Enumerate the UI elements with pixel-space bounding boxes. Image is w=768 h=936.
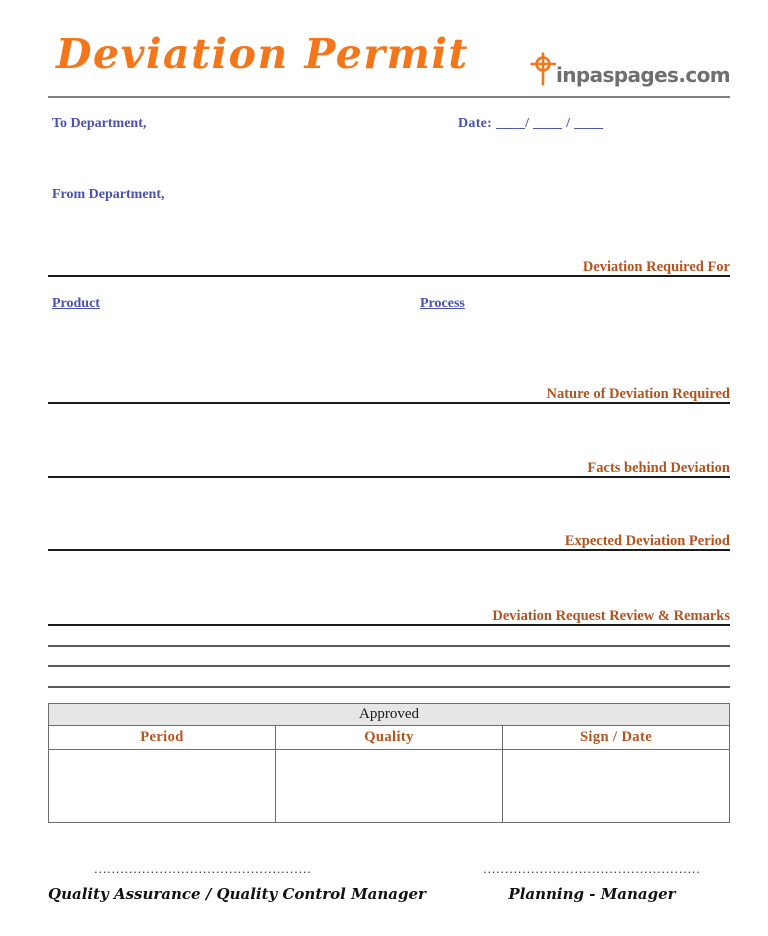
cell-sign-date[interactable]	[503, 750, 730, 823]
process-field-label[interactable]: Process	[420, 296, 465, 311]
section-rule-3	[48, 476, 730, 478]
remarks-write-line-3[interactable]	[48, 686, 730, 688]
section-caption-nature-of-deviation: Nature of Deviation Required	[546, 386, 730, 402]
to-department-label: To Department,	[52, 116, 147, 131]
section-caption-review-and-remarks: Deviation Request Review & Remarks	[492, 608, 730, 624]
section-caption-facts-behind-deviation: Facts behind Deviation	[587, 460, 730, 476]
section-rule-2	[48, 402, 730, 404]
date-field[interactable]: Date: ____/ ____ / ____	[458, 116, 604, 131]
header-divider	[48, 96, 730, 98]
remarks-write-line-1[interactable]	[48, 645, 730, 647]
table-column-header-row	[49, 726, 730, 750]
signature-dotted-line-left: ..................................................	[94, 862, 312, 876]
column-header-quality: Quality	[276, 726, 503, 750]
signature-label-planning-manager: Planning - Manager	[508, 885, 676, 903]
signature-block-qa-qc	[48, 862, 426, 904]
document-header	[48, 28, 730, 94]
from-department-label: From Department,	[52, 187, 165, 202]
signature-dotted-line-right: ..................................................	[483, 862, 701, 876]
approved-group-header: Approved	[49, 704, 730, 726]
brand-logo	[529, 42, 730, 86]
table-row	[49, 750, 730, 823]
cell-period[interactable]	[49, 750, 276, 823]
crosshair-target-icon	[529, 52, 559, 86]
table-group-header-row	[49, 704, 730, 726]
signature-block-planning	[452, 862, 732, 904]
page-title: Deviation Permit	[56, 30, 469, 78]
brand-name: inpaspages.com	[555, 63, 730, 87]
signature-label-qa-qc-manager: Quality Assurance / Quality Control Manager	[48, 885, 426, 903]
section-rule-4	[48, 549, 730, 551]
product-field-label[interactable]: Product	[52, 296, 100, 311]
remarks-write-line-2[interactable]	[48, 665, 730, 667]
column-header-sign-date: Sign / Date	[503, 726, 730, 750]
cell-quality[interactable]	[276, 750, 503, 823]
section-caption-expected-deviation-period: Expected Deviation Period	[564, 533, 730, 549]
column-header-period: Period	[49, 726, 276, 750]
section-rule-5	[48, 624, 730, 626]
approval-table	[48, 703, 730, 823]
section-rule-1	[48, 275, 730, 277]
section-caption-deviation-required-for: Deviation Required For	[582, 259, 730, 275]
